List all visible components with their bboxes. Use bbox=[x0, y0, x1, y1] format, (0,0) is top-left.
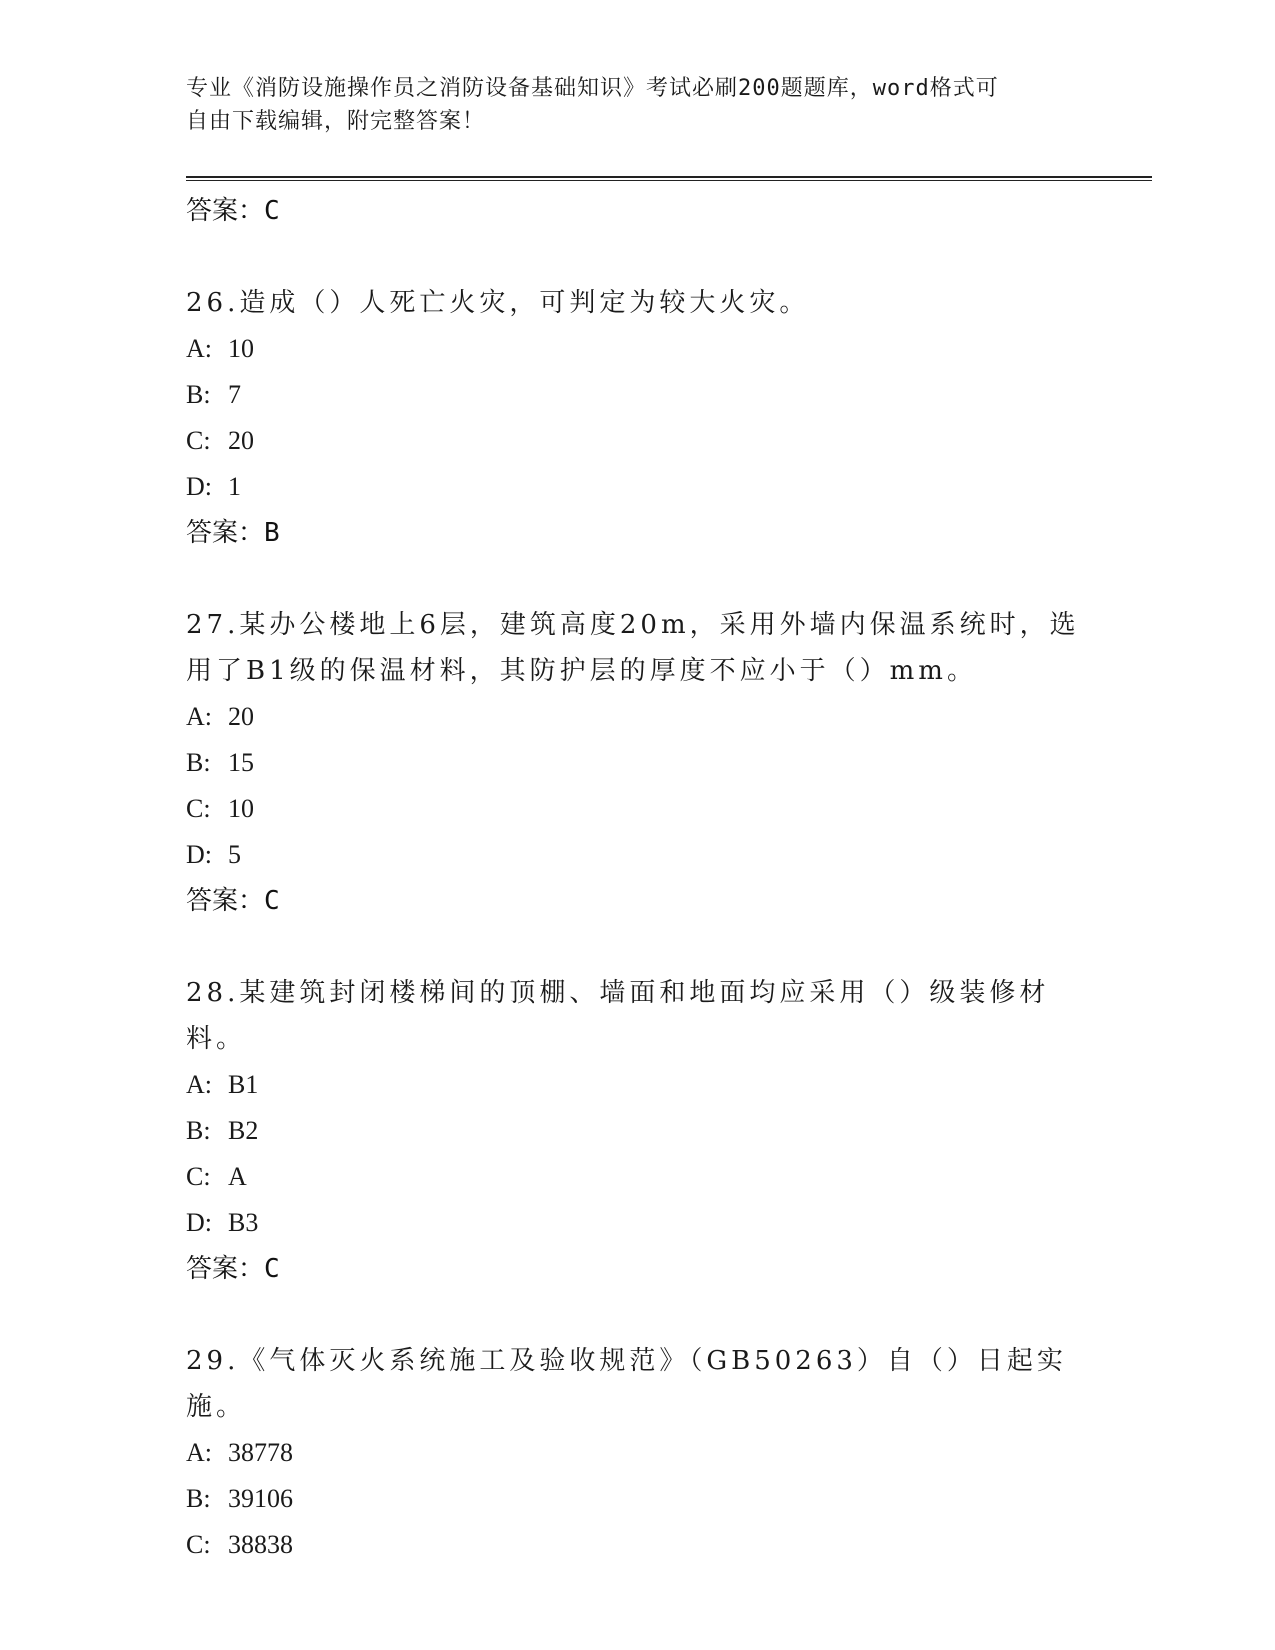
previous-answer: 答案：C bbox=[186, 196, 280, 226]
document-header bbox=[186, 72, 1066, 138]
option-b: B: B2 bbox=[186, 1116, 259, 1145]
question-29 bbox=[186, 1338, 1086, 1568]
option-d: D: 1 bbox=[186, 472, 241, 501]
option-b: B: 7 bbox=[186, 380, 241, 409]
question-text: 26.造成（）人死亡火灾，可判定为较大火灾。 bbox=[186, 288, 810, 318]
question-27 bbox=[186, 602, 1086, 924]
option-a: A: 38778 bbox=[186, 1438, 293, 1467]
answer-line: 答案：C bbox=[186, 886, 280, 916]
header-divider-thin bbox=[186, 180, 1152, 181]
option-a: A: 10 bbox=[186, 334, 254, 363]
option-d: D: B3 bbox=[186, 1208, 259, 1237]
question-list bbox=[186, 188, 1086, 1568]
option-c: C: 10 bbox=[186, 794, 254, 823]
header-divider-thick bbox=[186, 176, 1152, 178]
option-b: B: 15 bbox=[186, 748, 254, 777]
option-c: C: 20 bbox=[186, 426, 254, 455]
header-line-1: 专业《消防设施操作员之消防设备基础知识》考试必刷200题题库，word格式可 bbox=[186, 76, 999, 101]
option-a: A: B1 bbox=[186, 1070, 259, 1099]
question-28 bbox=[186, 970, 1086, 1292]
question-26 bbox=[186, 280, 1086, 556]
header-line-2: 自由下载编辑，附完整答案！ bbox=[186, 109, 486, 134]
answer-line: 答案：C bbox=[186, 1254, 280, 1284]
question-text: 29.《气体灭火系统施工及验收规范》（GB50263）自（）日起实施。 bbox=[186, 1346, 1067, 1422]
option-c: C: A bbox=[186, 1162, 247, 1191]
question-text: 28.某建筑封闭楼梯间的顶棚、墙面和地面均应采用（）级装修材料。 bbox=[186, 978, 1050, 1054]
option-c: C: 38838 bbox=[186, 1530, 293, 1559]
option-d: D: 5 bbox=[186, 840, 241, 869]
option-a: A: 20 bbox=[186, 702, 254, 731]
option-b: B: 39106 bbox=[186, 1484, 293, 1513]
question-text: 27.某办公楼地上6层，建筑高度20m，采用外墙内保温系统时，选用了B1级的保温材料，其防护层的厚度不应小于（）mm。 bbox=[186, 610, 1080, 686]
answer-line: 答案：B bbox=[186, 518, 280, 548]
